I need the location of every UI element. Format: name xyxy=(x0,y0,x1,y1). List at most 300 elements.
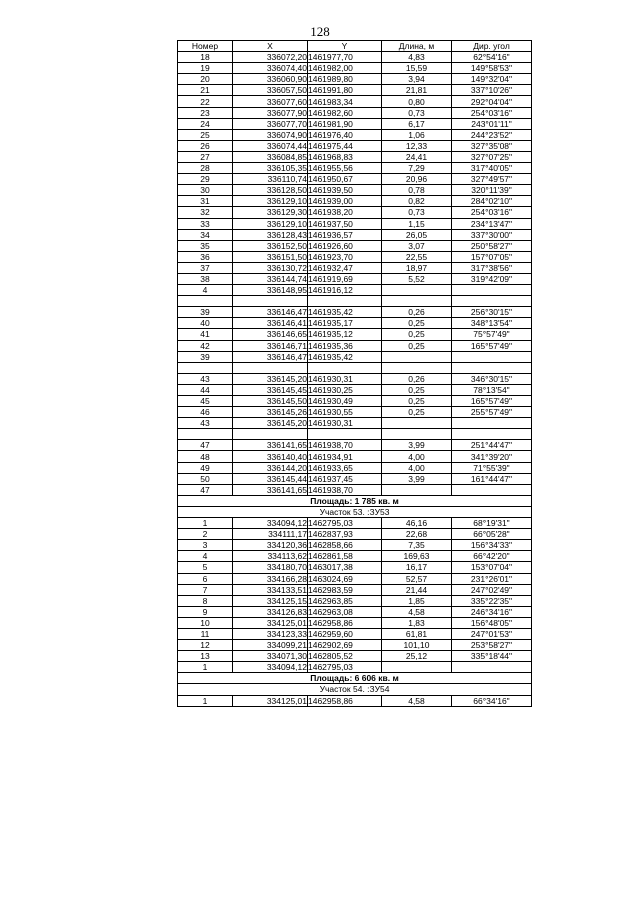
y-coordinate-cell: 1461932,47 xyxy=(308,262,382,273)
y-coordinate-cell: 1461930,31 xyxy=(308,418,382,429)
x-coordinate-cell: 336144,20 xyxy=(233,462,308,473)
point-number-cell: 39 xyxy=(178,351,233,362)
x-coordinate-cell: 334133,51 xyxy=(233,584,308,595)
point-number-cell: 9 xyxy=(178,606,233,617)
x-coordinate-cell: 334166,28 xyxy=(233,573,308,584)
length-cell: 1,15 xyxy=(382,218,452,229)
table-header-row xyxy=(178,41,532,52)
table-row xyxy=(178,407,532,418)
bearing-cell xyxy=(452,351,532,362)
point-number-cell: 22 xyxy=(178,96,233,107)
table-row xyxy=(178,595,532,606)
length-cell: 12,33 xyxy=(382,140,452,151)
point-number-cell: 30 xyxy=(178,185,233,196)
table-row xyxy=(178,163,532,174)
length-cell: 3,99 xyxy=(382,440,452,451)
table-row xyxy=(178,240,532,251)
bearing-cell: 149°58'53" xyxy=(452,63,532,74)
table-row xyxy=(178,273,532,284)
x-coordinate-cell: 336077,90 xyxy=(233,107,308,118)
table-row xyxy=(178,296,532,307)
area-total: Площадь: 1 785 кв. м xyxy=(178,495,532,506)
bearing-cell xyxy=(452,285,532,296)
bearing-cell xyxy=(452,296,532,307)
x-coordinate-cell: 336140,40 xyxy=(233,451,308,462)
x-coordinate-cell: 336145,20 xyxy=(233,418,308,429)
point-number-cell: 10 xyxy=(178,617,233,628)
length-cell: 4,58 xyxy=(382,606,452,617)
y-coordinate-cell: 1462902,69 xyxy=(308,640,382,651)
y-coordinate-cell: 1463024,69 xyxy=(308,573,382,584)
bearing-cell: 251°44'47" xyxy=(452,440,532,451)
table-row xyxy=(178,529,532,540)
y-coordinate-cell: 1462958,86 xyxy=(308,695,382,706)
x-coordinate-cell: 336145,44 xyxy=(233,473,308,484)
area-total: Площадь: 6 606 кв. м xyxy=(178,673,532,684)
bearing-cell: 317°40'05" xyxy=(452,163,532,174)
length-cell: 21,44 xyxy=(382,584,452,595)
table-row xyxy=(178,695,532,706)
point-number-cell: 41 xyxy=(178,329,233,340)
y-coordinate-cell: 1461938,70 xyxy=(308,484,382,495)
length-cell: 4,00 xyxy=(382,462,452,473)
table-row xyxy=(178,451,532,462)
point-number-cell: 49 xyxy=(178,462,233,473)
y-coordinate-cell: 1461968,83 xyxy=(308,151,382,162)
point-number-cell: 50 xyxy=(178,473,233,484)
bearing-cell: 157°07'05" xyxy=(452,251,532,262)
length-cell: 3,94 xyxy=(382,74,452,85)
length-cell: 46,16 xyxy=(382,518,452,529)
y-coordinate-cell: 1461975,44 xyxy=(308,140,382,151)
length-cell xyxy=(382,285,452,296)
point-number-cell: 29 xyxy=(178,174,233,185)
y-coordinate-cell: 1461935,36 xyxy=(308,340,382,351)
table-row xyxy=(178,262,532,273)
table-row xyxy=(178,52,532,63)
bearing-cell: 319°42'09" xyxy=(452,273,532,284)
bearing-cell: 78°13'54" xyxy=(452,384,532,395)
bearing-cell: 246°34'16" xyxy=(452,606,532,617)
point-number-cell: 26 xyxy=(178,140,233,151)
length-cell: 101,10 xyxy=(382,640,452,651)
header-bearing: Дир. угол xyxy=(452,41,532,52)
table-row xyxy=(178,584,532,595)
x-coordinate-cell: 336105,35 xyxy=(233,163,308,174)
table-row xyxy=(178,662,532,673)
length-cell: 4,58 xyxy=(382,695,452,706)
length-cell: 0,25 xyxy=(382,384,452,395)
bearing-cell: 341°39'20" xyxy=(452,451,532,462)
length-cell: 0,80 xyxy=(382,96,452,107)
bearing-cell xyxy=(452,484,532,495)
table-row xyxy=(178,107,532,118)
table-row xyxy=(178,340,532,351)
y-coordinate-cell: 1461989,80 xyxy=(308,74,382,85)
table-row xyxy=(178,185,532,196)
y-coordinate-cell: 1461955,56 xyxy=(308,163,382,174)
table-row xyxy=(178,63,532,74)
bearing-cell: 247°01'53" xyxy=(452,628,532,639)
y-coordinate-cell: 1461981,90 xyxy=(308,118,382,129)
bearing-cell: 348°13'54" xyxy=(452,318,532,329)
bearing-cell: 256°30'15" xyxy=(452,307,532,318)
length-cell: 24,41 xyxy=(382,151,452,162)
point-number-cell: 1 xyxy=(178,662,233,673)
coordinates-table xyxy=(177,40,532,707)
x-coordinate-cell: 336146,71 xyxy=(233,340,308,351)
header-y: Y xyxy=(308,41,382,52)
point-number-cell: 5 xyxy=(178,562,233,573)
length-cell: 7,29 xyxy=(382,163,452,174)
x-coordinate-cell: 334120,36 xyxy=(233,540,308,551)
table-row xyxy=(178,74,532,85)
length-cell: 22,68 xyxy=(382,529,452,540)
table-row xyxy=(178,551,532,562)
point-number-cell: 48 xyxy=(178,451,233,462)
bearing-cell: 253°58'27" xyxy=(452,640,532,651)
y-coordinate-cell: 1461937,50 xyxy=(308,218,382,229)
bearing-cell: 244°23'52" xyxy=(452,129,532,140)
x-coordinate-cell: 336148,95 xyxy=(233,285,308,296)
section-row xyxy=(178,684,532,695)
point-number-cell: 24 xyxy=(178,118,233,129)
x-coordinate-cell: 336151,50 xyxy=(233,251,308,262)
bearing-cell: 337°30'00" xyxy=(452,229,532,240)
table-row xyxy=(178,218,532,229)
y-coordinate-cell: 1462959,60 xyxy=(308,628,382,639)
length-cell: 0,25 xyxy=(382,407,452,418)
bearing-cell: 292°04'04" xyxy=(452,96,532,107)
x-coordinate-cell: 336145,20 xyxy=(233,373,308,384)
table-row xyxy=(178,229,532,240)
y-coordinate-cell: 1461935,42 xyxy=(308,307,382,318)
x-coordinate-cell: 336057,50 xyxy=(233,85,308,96)
bearing-cell xyxy=(452,662,532,673)
table-body xyxy=(178,52,532,707)
point-number-cell: 38 xyxy=(178,273,233,284)
y-coordinate-cell: 1461930,25 xyxy=(308,384,382,395)
y-coordinate-cell: 1462983,59 xyxy=(308,584,382,595)
bearing-cell: 327°07'25" xyxy=(452,151,532,162)
table-row xyxy=(178,573,532,584)
length-cell: 15,59 xyxy=(382,63,452,74)
y-coordinate-cell: 1462861,58 xyxy=(308,551,382,562)
point-number-cell: 3 xyxy=(178,540,233,551)
bearing-cell: 231°26'01" xyxy=(452,573,532,584)
y-coordinate-cell: 1461977,70 xyxy=(308,52,382,63)
bearing-cell xyxy=(452,429,532,440)
x-coordinate-cell: 336110,74 xyxy=(233,174,308,185)
point-number-cell: 43 xyxy=(178,418,233,429)
y-coordinate-cell: 1462795,03 xyxy=(308,662,382,673)
y-coordinate-cell: 1462963,85 xyxy=(308,595,382,606)
y-coordinate-cell: 1461935,12 xyxy=(308,329,382,340)
area-row xyxy=(178,495,532,506)
length-cell xyxy=(382,484,452,495)
table-row xyxy=(178,518,532,529)
point-number-cell: 46 xyxy=(178,407,233,418)
point-number-cell xyxy=(178,429,233,440)
x-coordinate-cell: 334180,70 xyxy=(233,562,308,573)
point-number-cell: 23 xyxy=(178,107,233,118)
point-number-cell: 40 xyxy=(178,318,233,329)
y-coordinate-cell xyxy=(308,429,382,440)
x-coordinate-cell: 334125,01 xyxy=(233,695,308,706)
x-coordinate-cell: 334111,17 xyxy=(233,529,308,540)
table-row xyxy=(178,96,532,107)
point-number-cell: 27 xyxy=(178,151,233,162)
y-coordinate-cell: 1461916,12 xyxy=(308,285,382,296)
length-cell: 52,57 xyxy=(382,573,452,584)
y-coordinate-cell: 1461976,40 xyxy=(308,129,382,140)
length-cell xyxy=(382,429,452,440)
x-coordinate-cell: 334123,33 xyxy=(233,628,308,639)
length-cell: 7,35 xyxy=(382,540,452,551)
point-number-cell: 25 xyxy=(178,129,233,140)
table-row xyxy=(178,118,532,129)
y-coordinate-cell: 1461937,45 xyxy=(308,473,382,484)
table-row xyxy=(178,207,532,218)
y-coordinate-cell: 1462858,66 xyxy=(308,540,382,551)
point-number-cell: 1 xyxy=(178,518,233,529)
header-x: X xyxy=(233,41,308,52)
table-row xyxy=(178,251,532,262)
x-coordinate-cell: 334126,83 xyxy=(233,606,308,617)
point-number-cell: 2 xyxy=(178,529,233,540)
bearing-cell: 165°57'49" xyxy=(452,396,532,407)
x-coordinate-cell: 336060,90 xyxy=(233,74,308,85)
x-coordinate-cell: 334094,12 xyxy=(233,518,308,529)
x-coordinate-cell: 334071,30 xyxy=(233,651,308,662)
y-coordinate-cell xyxy=(308,362,382,373)
y-coordinate-cell: 1462805,52 xyxy=(308,651,382,662)
bearing-cell: 255°57'49" xyxy=(452,407,532,418)
bearing-cell: 346°30'15" xyxy=(452,373,532,384)
table-row xyxy=(178,440,532,451)
point-number-cell: 19 xyxy=(178,63,233,74)
length-cell: 26,05 xyxy=(382,229,452,240)
x-coordinate-cell: 336129,30 xyxy=(233,207,308,218)
length-cell: 21,81 xyxy=(382,85,452,96)
table-row xyxy=(178,85,532,96)
bearing-cell: 335°22'35" xyxy=(452,595,532,606)
bearing-cell xyxy=(452,362,532,373)
x-coordinate-cell: 336074,40 xyxy=(233,63,308,74)
y-coordinate-cell: 1461933,65 xyxy=(308,462,382,473)
y-coordinate-cell: 1461991,80 xyxy=(308,85,382,96)
x-coordinate-cell xyxy=(233,429,308,440)
table-row xyxy=(178,174,532,185)
y-coordinate-cell: 1461983,34 xyxy=(308,96,382,107)
point-number-cell: 32 xyxy=(178,207,233,218)
y-coordinate-cell: 1461938,20 xyxy=(308,207,382,218)
bearing-cell: 337°10'26" xyxy=(452,85,532,96)
bearing-cell: 247°02'49" xyxy=(452,584,532,595)
length-cell xyxy=(382,662,452,673)
table-row xyxy=(178,540,532,551)
length-cell: 3,99 xyxy=(382,473,452,484)
x-coordinate-cell: 336152,50 xyxy=(233,240,308,251)
bearing-cell: 243°01'11" xyxy=(452,118,532,129)
bearing-cell xyxy=(452,418,532,429)
length-cell: 0,25 xyxy=(382,329,452,340)
header-length: Длина, м xyxy=(382,41,452,52)
x-coordinate-cell: 336146,47 xyxy=(233,307,308,318)
y-coordinate-cell: 1462963,08 xyxy=(308,606,382,617)
length-cell: 16,17 xyxy=(382,562,452,573)
y-coordinate-cell: 1461934,91 xyxy=(308,451,382,462)
header-number: Номер xyxy=(178,41,233,52)
length-cell: 22,55 xyxy=(382,251,452,262)
table-row xyxy=(178,606,532,617)
x-coordinate-cell: 336128,50 xyxy=(233,185,308,196)
area-row xyxy=(178,673,532,684)
length-cell: 4,83 xyxy=(382,52,452,63)
length-cell: 3,07 xyxy=(382,240,452,251)
x-coordinate-cell: 336130,72 xyxy=(233,262,308,273)
length-cell: 0,73 xyxy=(382,207,452,218)
length-cell: 0,25 xyxy=(382,396,452,407)
length-cell: 20,96 xyxy=(382,174,452,185)
section-title: Участок 53. :ЗУ53 xyxy=(178,506,532,517)
x-coordinate-cell: 336084,85 xyxy=(233,151,308,162)
length-cell: 0,26 xyxy=(382,307,452,318)
y-coordinate-cell: 1462795,03 xyxy=(308,518,382,529)
table-row xyxy=(178,651,532,662)
table-row xyxy=(178,307,532,318)
y-coordinate-cell: 1461926,60 xyxy=(308,240,382,251)
point-number-cell: 42 xyxy=(178,340,233,351)
y-coordinate-cell: 1463017,38 xyxy=(308,562,382,573)
bearing-cell: 254°03'16" xyxy=(452,107,532,118)
y-coordinate-cell: 1462837,93 xyxy=(308,529,382,540)
length-cell: 0,82 xyxy=(382,196,452,207)
table-row xyxy=(178,462,532,473)
table-row xyxy=(178,562,532,573)
point-number-cell: 4 xyxy=(178,285,233,296)
x-coordinate-cell: 336144,74 xyxy=(233,273,308,284)
bearing-cell: 149°32'04" xyxy=(452,74,532,85)
length-cell: 0,73 xyxy=(382,107,452,118)
bearing-cell: 317°38'56" xyxy=(452,262,532,273)
point-number-cell: 13 xyxy=(178,651,233,662)
length-cell: 25,12 xyxy=(382,651,452,662)
table-row xyxy=(178,129,532,140)
length-cell: 5,52 xyxy=(382,273,452,284)
table-row xyxy=(178,384,532,395)
point-number-cell: 44 xyxy=(178,384,233,395)
x-coordinate-cell: 336145,45 xyxy=(233,384,308,395)
table-row xyxy=(178,396,532,407)
x-coordinate-cell: 336129,10 xyxy=(233,196,308,207)
y-coordinate-cell: 1461919,69 xyxy=(308,273,382,284)
length-cell: 0,25 xyxy=(382,340,452,351)
y-coordinate-cell: 1461923,70 xyxy=(308,251,382,262)
bearing-cell: 250°58'27" xyxy=(452,240,532,251)
section-row xyxy=(178,506,532,517)
table-row xyxy=(178,628,532,639)
x-coordinate-cell: 334094,12 xyxy=(233,662,308,673)
x-coordinate-cell: 336145,26 xyxy=(233,407,308,418)
x-coordinate-cell: 336129,10 xyxy=(233,218,308,229)
table-row xyxy=(178,362,532,373)
table-row xyxy=(178,617,532,628)
y-coordinate-cell: 1461939,50 xyxy=(308,185,382,196)
point-number-cell: 18 xyxy=(178,52,233,63)
point-number-cell: 4 xyxy=(178,551,233,562)
point-number-cell: 47 xyxy=(178,484,233,495)
table-row xyxy=(178,196,532,207)
x-coordinate-cell: 336146,41 xyxy=(233,318,308,329)
x-coordinate-cell: 334099,21 xyxy=(233,640,308,651)
bearing-cell: 156°34'33" xyxy=(452,540,532,551)
x-coordinate-cell: 336141,65 xyxy=(233,484,308,495)
length-cell xyxy=(382,418,452,429)
point-number-cell: 37 xyxy=(178,262,233,273)
bearing-cell: 62°54'16" xyxy=(452,52,532,63)
y-coordinate-cell xyxy=(308,296,382,307)
y-coordinate-cell: 1461950,67 xyxy=(308,174,382,185)
bearing-cell: 327°35'08" xyxy=(452,140,532,151)
x-coordinate-cell xyxy=(233,362,308,373)
length-cell xyxy=(382,296,452,307)
point-number-cell xyxy=(178,362,233,373)
length-cell xyxy=(382,351,452,362)
length-cell: 169,63 xyxy=(382,551,452,562)
x-coordinate-cell: 336074,44 xyxy=(233,140,308,151)
x-coordinate-cell: 336077,60 xyxy=(233,96,308,107)
bearing-cell: 165°57'49" xyxy=(452,340,532,351)
point-number-cell: 31 xyxy=(178,196,233,207)
length-cell: 1,83 xyxy=(382,617,452,628)
length-cell: 0,78 xyxy=(382,185,452,196)
point-number-cell: 1 xyxy=(178,695,233,706)
point-number-cell: 7 xyxy=(178,584,233,595)
point-number-cell: 21 xyxy=(178,85,233,96)
bearing-cell: 254°03'16" xyxy=(452,207,532,218)
bearing-cell: 156°48'05" xyxy=(452,617,532,628)
point-number-cell: 20 xyxy=(178,74,233,85)
table-row xyxy=(178,429,532,440)
point-number-cell: 47 xyxy=(178,440,233,451)
table-row xyxy=(178,373,532,384)
bearing-cell: 161°44'47" xyxy=(452,473,532,484)
length-cell: 18,97 xyxy=(382,262,452,273)
bearing-cell: 284°02'10" xyxy=(452,196,532,207)
point-number-cell: 28 xyxy=(178,163,233,174)
y-coordinate-cell: 1461935,42 xyxy=(308,351,382,362)
bearing-cell: 320°11'39" xyxy=(452,185,532,196)
y-coordinate-cell: 1461939,00 xyxy=(308,196,382,207)
bearing-cell: 71°55'39" xyxy=(452,462,532,473)
x-coordinate-cell: 336141,65 xyxy=(233,440,308,451)
table-row xyxy=(178,484,532,495)
y-coordinate-cell: 1461982,00 xyxy=(308,63,382,74)
table-row xyxy=(178,640,532,651)
x-coordinate-cell: 334125,15 xyxy=(233,595,308,606)
y-coordinate-cell: 1462958,86 xyxy=(308,617,382,628)
bearing-cell: 66°34'16" xyxy=(452,695,532,706)
bearing-cell: 234°13'47" xyxy=(452,218,532,229)
x-coordinate-cell: 334113,62 xyxy=(233,551,308,562)
x-coordinate-cell: 336146,47 xyxy=(233,351,308,362)
x-coordinate-cell: 336146,65 xyxy=(233,329,308,340)
x-coordinate-cell: 336128,43 xyxy=(233,229,308,240)
bearing-cell: 335°18'44" xyxy=(452,651,532,662)
table-row xyxy=(178,473,532,484)
point-number-cell: 33 xyxy=(178,218,233,229)
